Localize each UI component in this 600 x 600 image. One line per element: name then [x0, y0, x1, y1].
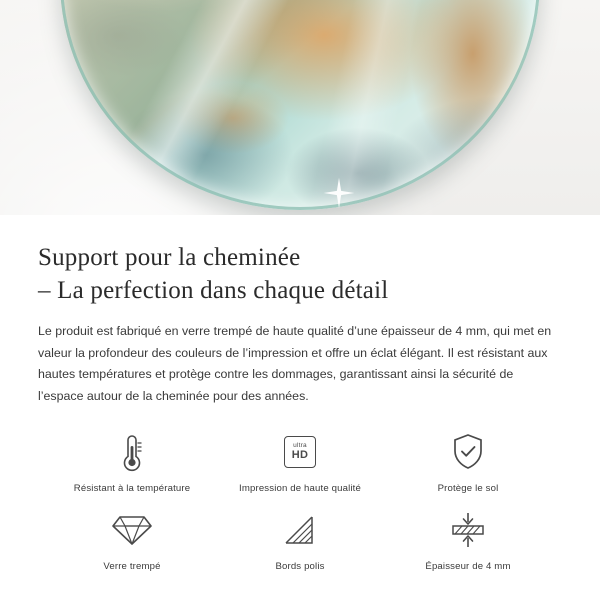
feature-label: Résistant à la température [73, 482, 191, 494]
glass-panel-image [60, 0, 540, 210]
feature-item [216, 508, 384, 573]
feature-item [48, 508, 216, 573]
content-section [0, 215, 600, 573]
thickness-arrows-icon [448, 508, 488, 552]
diamond-icon [111, 508, 153, 552]
ultra-hd-icon [284, 430, 316, 474]
feature-grid [38, 430, 562, 573]
feature-label: Verre trempé [103, 561, 161, 573]
feature-label: Bords polis [275, 561, 325, 573]
hero-image [0, 0, 600, 215]
thermometer-icon [115, 430, 149, 474]
polished-edges-icon [282, 508, 318, 552]
feature-item [48, 430, 216, 495]
feature-item [384, 430, 552, 495]
feature-item [216, 430, 384, 495]
glass-layer-gloss [60, 0, 540, 210]
feature-label: Impression de haute qualité [239, 482, 361, 494]
page-title [38, 241, 562, 307]
feature-label: Épaisseur de 4 mm [425, 561, 511, 573]
title-line-2: – La perfection dans chaque détail [38, 277, 389, 304]
feature-item [384, 508, 552, 573]
feature-label: Protège le sol [437, 482, 499, 494]
description-paragraph: Le produit est fabriqué en verre trempé de haute qualité d’une épaisseur de 4 mm, qui met en valeur la profondeur des couleurs de l’impression et offre un éclat élégant. Il est résistant aux hautes températures et protège contre les dommages, garantissant ainsi la sécurité de l’espace autour de la cheminée pour des années. [38, 324, 552, 404]
ultra-hd-badge-bottom: HD [291, 448, 309, 461]
ultra-hd-badge-top: ultra [293, 442, 307, 450]
title-line-1: Support pour la cheminée [38, 244, 301, 271]
shield-check-icon [450, 430, 486, 474]
